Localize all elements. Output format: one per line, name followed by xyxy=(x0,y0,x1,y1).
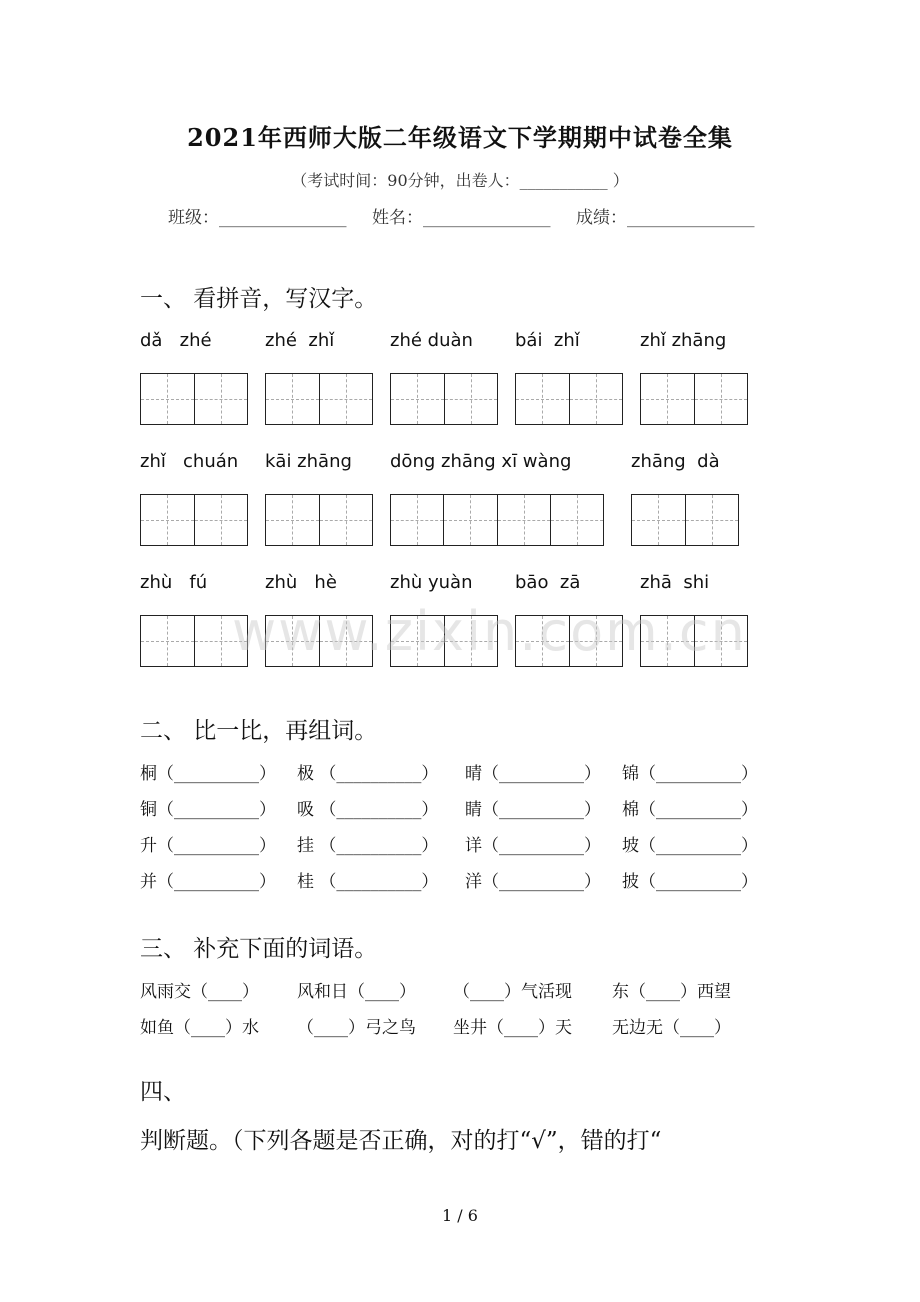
writing-cell[interactable] xyxy=(141,616,194,666)
writing-cell[interactable] xyxy=(266,495,319,545)
pinyin-label: zhù yuàn xyxy=(390,572,473,593)
pinyin-label: zhù hè xyxy=(265,572,337,593)
section2-heading: 二、 比一比，再组词。 xyxy=(140,718,378,744)
idiom-item[interactable]: 坐井（____）天 xyxy=(453,1018,572,1038)
pinyin-label: kāi zhāng xyxy=(265,451,352,472)
writing-grid[interactable] xyxy=(265,494,373,546)
pinyin-label: dōng zhāng xī wàng xyxy=(390,451,572,472)
pinyin-label: zhā shi xyxy=(640,572,710,593)
compare-word-item[interactable]: 锦（__________） xyxy=(622,764,758,784)
pinyin-label: zhǐ chuán xyxy=(140,451,239,472)
pinyin-label: bái zhǐ xyxy=(515,330,580,351)
pinyin-label: bāo zā xyxy=(515,572,581,593)
writing-grid[interactable] xyxy=(515,373,623,425)
class-field: 班级：_______________ xyxy=(168,208,347,228)
writing-cell[interactable] xyxy=(694,374,748,424)
compare-word-item[interactable]: 极 （__________） xyxy=(297,764,439,784)
idiom-item[interactable]: 东（____）西望 xyxy=(612,982,731,1002)
writing-cell[interactable] xyxy=(641,374,694,424)
writing-cell[interactable] xyxy=(632,495,685,545)
section4-heading: 四、 xyxy=(140,1079,186,1105)
pinyin-label: zhé zhǐ xyxy=(265,330,335,351)
writing-grid[interactable] xyxy=(140,373,248,425)
writing-cell[interactable] xyxy=(319,495,373,545)
idiom-item[interactable]: 无边无（____） xyxy=(612,1018,731,1038)
compare-word-item[interactable]: 并（__________） xyxy=(140,872,276,892)
compare-word-item[interactable]: 铜（__________） xyxy=(140,800,276,820)
section1-heading: 一、 看拼音，写汉字。 xyxy=(140,286,378,312)
writing-cell[interactable] xyxy=(141,495,194,545)
idiom-item[interactable]: 如鱼（____）水 xyxy=(140,1018,259,1038)
writing-grid[interactable] xyxy=(640,373,748,425)
writing-cell[interactable] xyxy=(141,374,194,424)
pinyin-label: zhāng dà xyxy=(631,451,720,472)
compare-word-item[interactable]: 详（__________） xyxy=(465,836,601,856)
compare-word-item[interactable]: 披（__________） xyxy=(622,872,758,892)
watermark: www.zixin.com.cn xyxy=(232,600,747,663)
compare-word-item[interactable]: 棉（__________） xyxy=(622,800,758,820)
score-field: 成绩：_______________ xyxy=(576,208,755,228)
compare-word-item[interactable]: 升（__________） xyxy=(140,836,276,856)
writing-cell[interactable] xyxy=(444,374,498,424)
pinyin-label: dǎ zhé xyxy=(140,330,212,351)
writing-grid[interactable] xyxy=(631,494,739,546)
idiom-item[interactable]: 风和日（____） xyxy=(297,982,416,1002)
writing-cell[interactable] xyxy=(194,495,248,545)
writing-cell[interactable] xyxy=(391,374,444,424)
writing-grid[interactable] xyxy=(265,373,373,425)
compare-word-item[interactable]: 挂 （__________） xyxy=(297,836,439,856)
pinyin-label: zhǐ zhāng xyxy=(640,330,727,351)
name-field: 姓名：_______________ xyxy=(372,208,551,228)
compare-word-item[interactable]: 桐（__________） xyxy=(140,764,276,784)
writing-cell[interactable] xyxy=(516,374,569,424)
pinyin-label: zhù fú xyxy=(140,572,208,593)
writing-cell[interactable] xyxy=(194,374,248,424)
pinyin-label: zhé duàn xyxy=(390,330,473,351)
idiom-item[interactable]: （____）弓之鸟 xyxy=(297,1018,416,1038)
writing-cell[interactable] xyxy=(685,495,739,545)
writing-cell[interactable] xyxy=(497,495,550,545)
compare-word-item[interactable]: 洋（__________） xyxy=(465,872,601,892)
writing-cell[interactable] xyxy=(550,495,603,545)
writing-cell[interactable] xyxy=(266,374,319,424)
page-title: 2021年西师大版二年级语文下学期期中试卷全集 xyxy=(187,123,733,152)
writing-cell[interactable] xyxy=(391,495,443,545)
section3-heading: 三、 补充下面的词语。 xyxy=(140,936,378,962)
exam-meta: （考试时间：90分钟，出卷人：___________ ） xyxy=(291,171,629,190)
writing-grid[interactable] xyxy=(140,494,248,546)
idiom-item[interactable]: 风雨交（____） xyxy=(140,982,259,1002)
section4-instruction: 判断题。（下列各题是否正确，对的打“√”，错的打“ xyxy=(140,1128,662,1154)
writing-grid[interactable] xyxy=(390,494,604,546)
writing-cell[interactable] xyxy=(569,374,623,424)
compare-word-item[interactable]: 睛（__________） xyxy=(465,800,601,820)
compare-word-item[interactable]: 吸 （__________） xyxy=(297,800,439,820)
page-number: 1 / 6 xyxy=(442,1206,478,1225)
idiom-item[interactable]: （____）气活现 xyxy=(453,982,572,1002)
writing-grid[interactable] xyxy=(390,373,498,425)
writing-cell[interactable] xyxy=(319,374,373,424)
writing-cell[interactable] xyxy=(443,495,496,545)
compare-word-item[interactable]: 坡（__________） xyxy=(622,836,758,856)
compare-word-item[interactable]: 桂 （__________） xyxy=(297,872,439,892)
compare-word-item[interactable]: 晴（__________） xyxy=(465,764,601,784)
